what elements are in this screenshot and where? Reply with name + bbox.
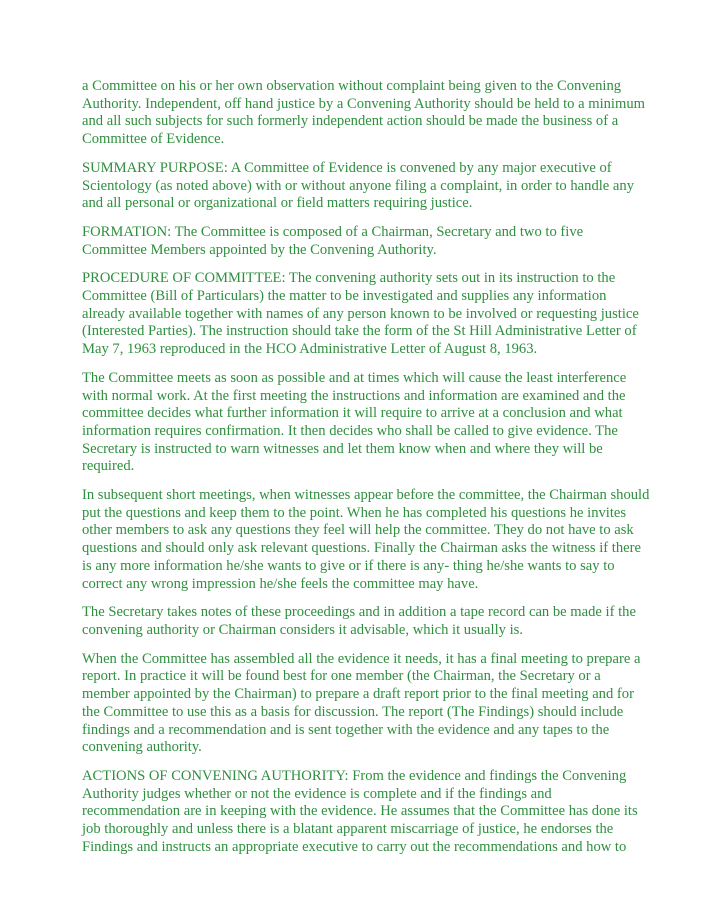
committee-meetings-paragraph: The Committee meets as soon as possible and at times which will cause the least interference with normal work. At the first meeting the instructions and information are examined and the committee decides what further information it will require to arrive at a conclusion and what information requires confirmation. It then decides who shall be called to give evidence. The Secretary is instructed to warn witnesses and let them know when and where they will be required.	[82, 369, 627, 475]
procedure-of-committee-paragraph: PROCEDURE OF COMMITTEE: The convening authority sets out in its instruction to the Committee (Bill of Particulars) the matter to be investigated and supplies any information already available together with names of any person known to be involved or requesting justice (Interested Parties). The instruction should take the form of the St Hill Administrative Letter of May 7, 1963 reproduced in the HCO Administrative Letter of August 8, 1963.	[82, 270, 639, 358]
secretary-notes-paragraph: The Secretary takes notes of these proceedings and in addition a tape record can be made if the convening authority or Chairman considers it advisable, which it usually is.	[82, 604, 636, 638]
summary-purpose-paragraph: SUMMARY PURPOSE: A Committee of Evidence is convened by any major executive of Scientology (as noted above) with or without anyone filing a complaint, in order to handle any and all personal or organizational or field matters requiring justice.	[82, 159, 634, 212]
formation-paragraph: FORMATION: The Committee is composed of a Chairman, Secretary and two to five Committee Members appointed by the Convening Authority.	[82, 223, 584, 258]
intro-continuation-paragraph: a Committee on his or her own observation without complaint being given to the Convening Authority. Independent, off hand justice by a Convening Authority should be held to a minimum and all such subjects for such formerly independent action should be made the business of a Committee of Evidence.	[82, 78, 645, 148]
actions-of-convening-authority-paragraph: ACTIONS OF CONVENING AUTHORITY: From the evidence and findings the Convening Authority judges whether or not the evidence is complete and if the findings and recommendation are in keeping with the evidence. He assumes that the Committee has done its job thoroughly and unless there is a blatant apparent miscarriage of justice, he endorses the Findings and instructs an appropriate executive to carry out the recommendations and how to	[82, 767, 638, 855]
subsequent-meetings-paragraph: In subsequent short meetings, when witnesses appear before the committee, the Chairman should put the questions and keep them to the point. When he has completed his questions he invites other members to ask any questions they feel will help the committee. They do not have to ask questions and should only ask relevant questions. Finally the Chairman asks the witness if there is any more information he/she wants to give or if there is any- thing he/she wants to say to correct any wrong impression he/she feels the committee may have.	[82, 487, 650, 592]
final-meeting-report-paragraph: When the Committee has assembled all the evidence it needs, it has a final meeting to prepare a report. In practice it will be found best for one member (the Chairman, the Secretary or a member appointed by the Chairman) to prepare a draft report prior to the final meeting and for the Committee to use this as a basis for discussion. The report (The Findings) should include findings and a recommendation and is sent together with the evidence and any tapes to the convening authority.	[82, 650, 641, 756]
document-text-block	[82, 78, 650, 867]
